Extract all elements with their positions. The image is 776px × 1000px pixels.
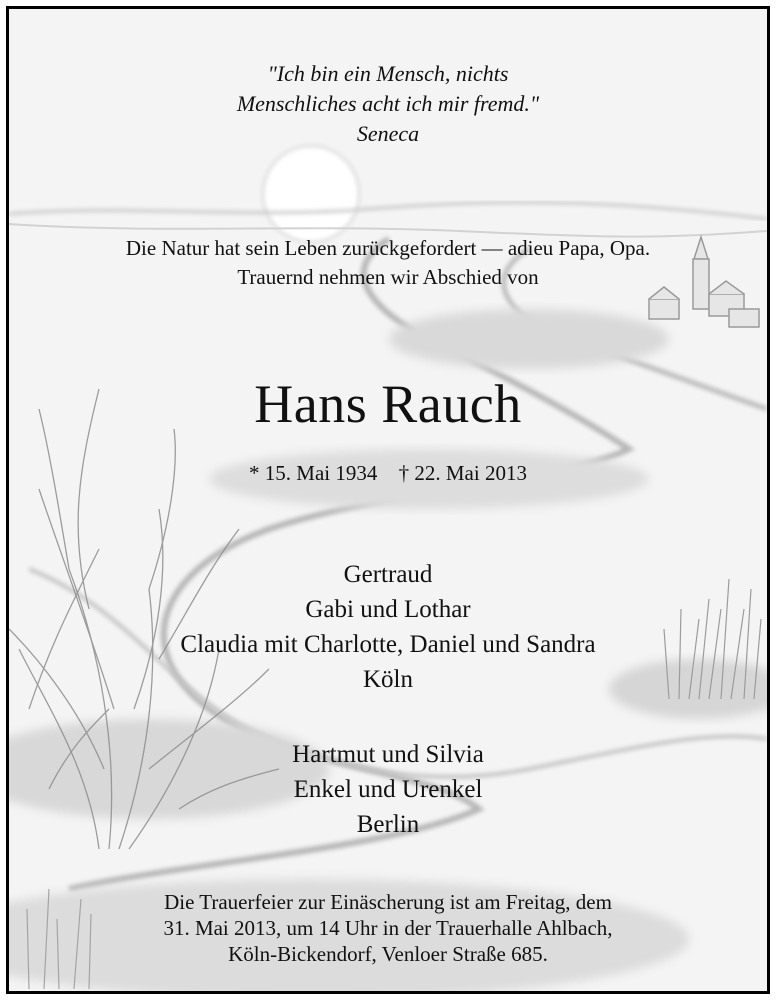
funeral-info-line-2: 31. Mai 2013, um 14 Uhr in der Trauerhalle Ahlbach, bbox=[163, 916, 613, 940]
mourner-location: Köln bbox=[363, 666, 413, 693]
quote-line-2: Menschliches acht ich mir fremd." bbox=[236, 91, 540, 116]
deceased-name: Hans Rauch bbox=[254, 374, 522, 434]
mourner-name: Hartmut und Silvia bbox=[292, 741, 484, 768]
life-dates bbox=[9, 459, 767, 487]
birth-date: * 15. Mai 1934 bbox=[249, 461, 378, 485]
landscape-sketch-illustration bbox=[9, 9, 767, 991]
quote-author: Seneca bbox=[356, 121, 420, 146]
funeral-info-line-3: Köln-Bickendorf, Venloer Straße 685. bbox=[228, 942, 548, 966]
intro-line-1: Die Natur hat sein Leben zurückgefordert — adieu Papa, Opa. bbox=[125, 236, 651, 260]
death-date: † 22. Mai 2013 bbox=[398, 461, 527, 485]
mourner-name: Enkel und Urenkel bbox=[293, 776, 483, 803]
intro-line-2: Trauernd nehmen wir Abschied von bbox=[237, 265, 539, 289]
mourner-name: Gabi und Lothar bbox=[305, 596, 471, 623]
funeral-info-line-1: Die Trauerfeier zur Einäscherung ist am Freitag, dem bbox=[164, 890, 612, 914]
mourner-location: Berlin bbox=[356, 811, 420, 838]
quote-line-1: "Ich bin ein Mensch, nichts bbox=[267, 61, 509, 86]
mourner-name: Gertraud bbox=[343, 561, 433, 588]
mourner-name: Claudia mit Charlotte, Daniel und Sandra bbox=[180, 631, 596, 658]
obituary-notice bbox=[6, 6, 770, 994]
